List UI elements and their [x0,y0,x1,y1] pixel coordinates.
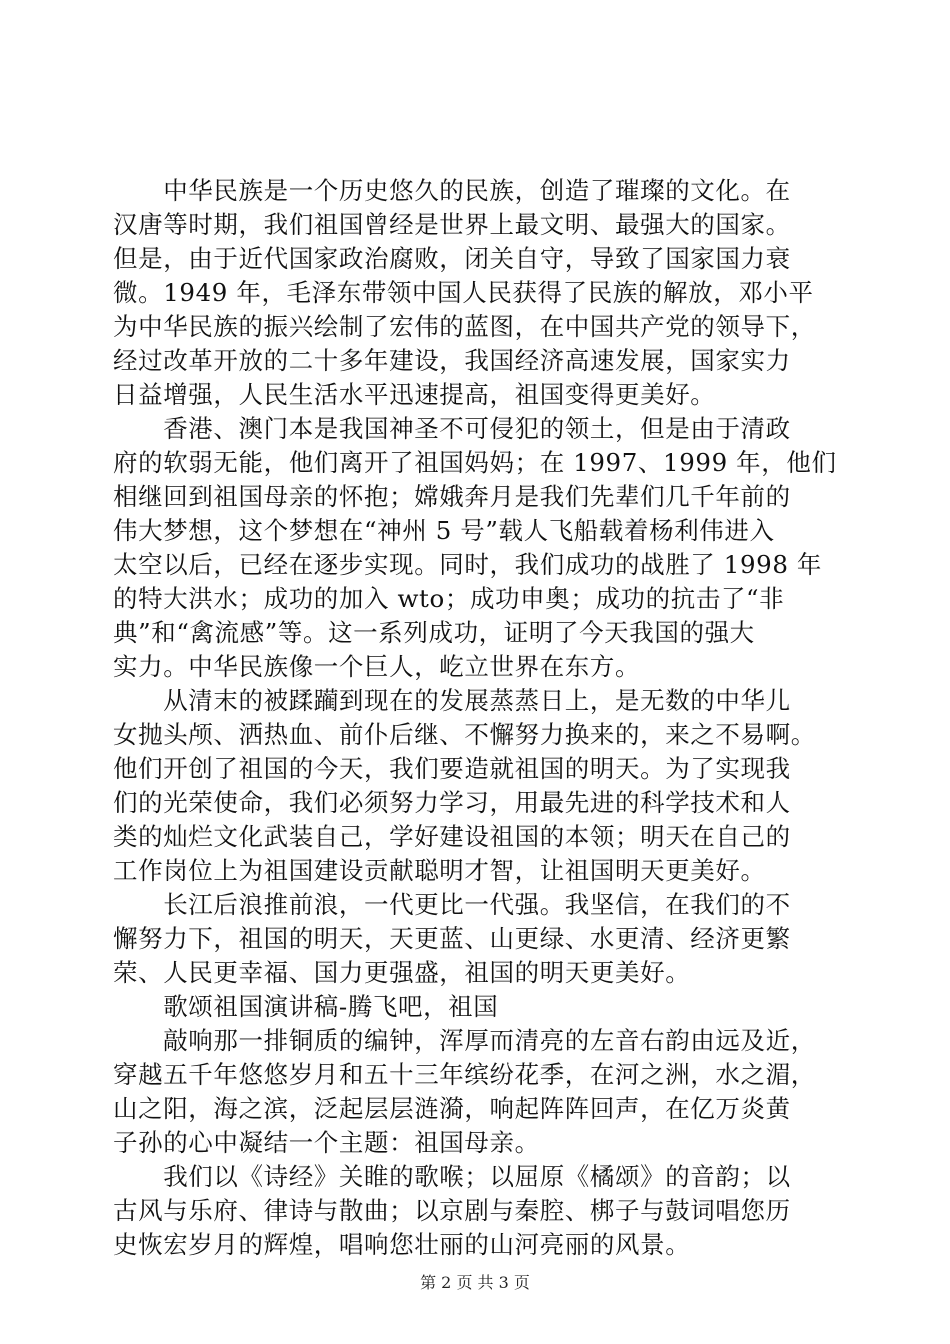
text-line: 女抛头颅、洒热血、前仆后继、不懈努力换来的，来之不易啊。 [113,720,816,749]
text-line: 太空以后，已经在逐步实现。同时，我们成功的战胜了 1998 年 [113,550,823,579]
text-line: 相继回到祖国母亲的怀抱；嫦娥奔月是我们先辈们几千年前的 [113,482,791,511]
text-line: 长江后浪推前浪，一代更比一代强。我坚信，在我们的不 [113,890,791,919]
text-line: 实力。中华民族像一个巨人，屹立世界在东方。 [113,652,641,681]
text-line: 中华民族是一个历史悠久的民族，创造了璀璨的文化。在 [113,176,791,205]
section-title: 歌颂祖国演讲稿-腾飞吧，祖国 [113,992,499,1021]
text-line: 他们开创了祖国的今天，我们要造就祖国的明天。为了实现我 [113,754,791,783]
text-line: 但是，由于近代国家政治腐败，闭关自守，导致了国家国力衰 [113,244,791,273]
text-line: 子孙的心中凝结一个主题：祖国母亲。 [113,1128,540,1157]
text-line: 典”和“禽流感”等。这一系列成功，证明了今天我国的强大 [113,618,755,647]
text-line: 经过改革开放的二十多年建设，我国经济高速发展，国家实力 [113,346,791,375]
text-line: 从清末的被蹂躏到现在的发展蒸蒸日上，是无数的中华儿 [113,686,791,715]
text-line: 我们以《诗经》关睢的歌喉；以屈原《橘颂》的音韵；以 [113,1162,791,1191]
text-line: 山之阳，海之滨，泛起层层涟漪，响起阵阵回声，在亿万炎黄 [113,1094,791,1123]
text-line: 府的软弱无能，他们离开了祖国妈妈；在 1997、1999 年，他们 [113,448,837,477]
text-line: 古风与乐府、律诗与散曲；以京剧与秦腔、梆子与鼓词唱您历 [113,1196,791,1225]
text-line: 穿越五千年悠悠岁月和五十三年缤纷花季，在河之洲，水之湄， [113,1060,816,1089]
page-number-label: 第 2 页 共 3 页 [420,1273,530,1292]
text-line: 香港、澳门本是我国神圣不可侵犯的领土，但是由于清政 [113,414,791,443]
text-line: 日益增强，人民生活水平迅速提高，祖国变得更美好。 [113,380,716,409]
page-footer [0,1273,950,1293]
text-line: 为中华民族的振兴绘制了宏伟的蓝图，在中国共产党的领导下， [113,312,816,341]
text-line: 懈努力下，祖国的明天，天更蓝、山更绿、水更清、经济更繁 [113,924,791,953]
text-line: 微。1949 年，毛泽东带领中国人民获得了民族的解放，邓小平 [113,278,814,307]
text-line: 工作岗位上为祖国建设贡献聪明才智，让祖国明天更美好。 [113,856,766,885]
text-line: 们的光荣使命，我们必须努力学习，用最先进的科学技术和人 [113,788,791,817]
text-line: 敲响那一排铜质的编钟，浑厚而清亮的左音右韵由远及近， [113,1026,816,1055]
text-line: 的特大洪水；成功的加入 wto；成功申奥；成功的抗击了“非 [113,584,785,613]
text-line: 荣、人民更幸福、国力更强盛，祖国的明天更美好。 [113,958,691,987]
text-line: 汉唐等时期，我们祖国曾经是世界上最文明、最强大的国家。 [113,210,791,239]
text-line: 类的灿烂文化武装自己，学好建设祖国的本领；明天在自己的 [113,822,791,851]
text-line: 史恢宏岁月的辉煌，唱响您壮丽的山河亮丽的风景。 [113,1230,691,1259]
text-line: 伟大梦想，这个梦想在“神州 5 号”载人飞船载着杨利伟进入 [113,516,775,545]
